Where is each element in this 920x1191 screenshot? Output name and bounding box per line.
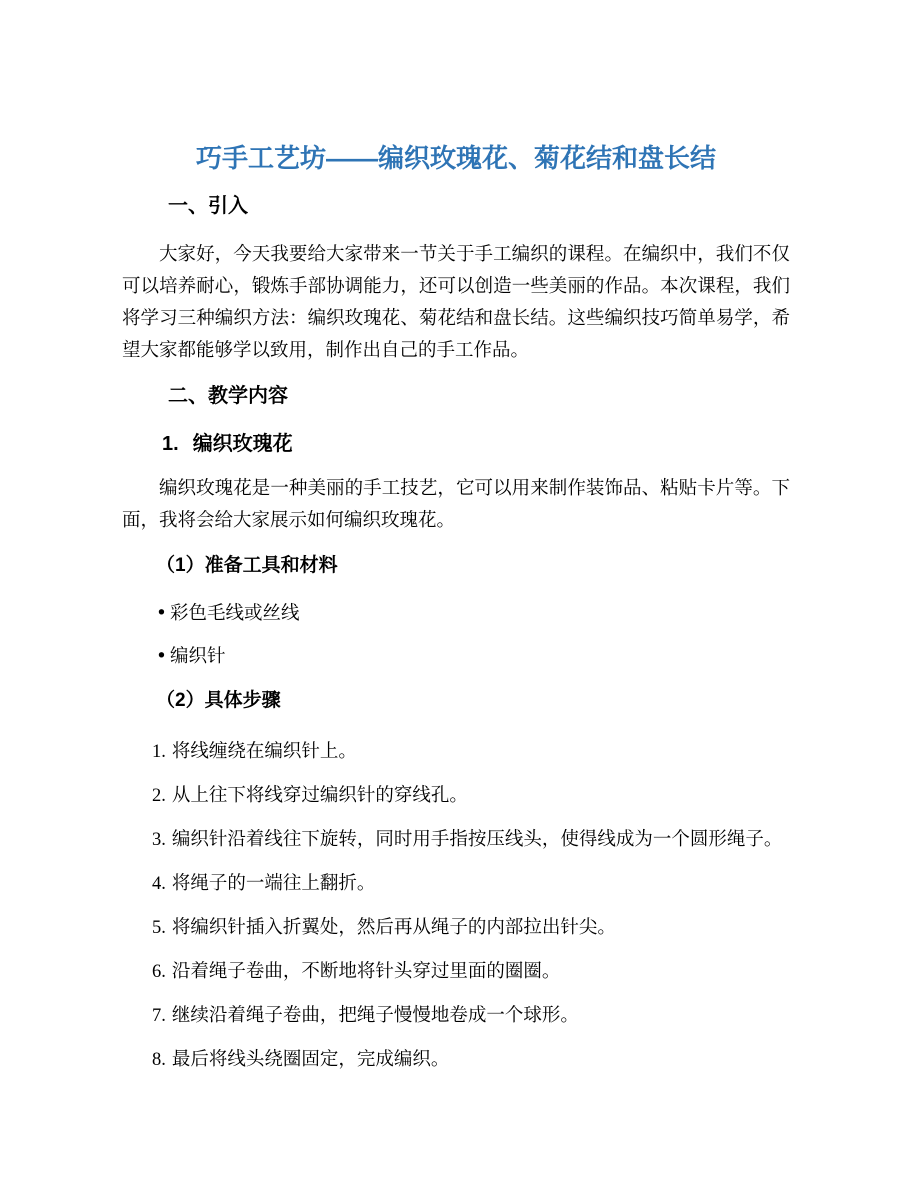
material-label: 彩色毛线或丝线 (170, 604, 300, 624)
intro-paragraph: 大家好，今天我要给大家带来一节关于手工编织的课程。在编织中，我们不仅可以培养耐心，锻炼手部协调能力，还可以创造一些美丽的作品。本次课程，我们将学习三种编织方法：编织玫瑰花、菊花结和盘长结。这些编织技巧简单易学，希望大家都能够学以致用，制作出自己的手工作品。 (122, 245, 790, 361)
step-number: 5. (152, 918, 166, 938)
page-title: 巧手工艺坊——编织玫瑰花、菊花结和盘长结 (195, 143, 716, 173)
list-item (122, 598, 790, 630)
step-text: 将绳子的一端往上翻折。 (171, 874, 376, 894)
subsection-1-number: 1. (162, 433, 179, 455)
step-text: 编织针沿着线往下旋转，同时用手指按压线头，使得线成为一个圆形绳子。 (171, 830, 783, 850)
steps-list (122, 736, 790, 1076)
step-item (122, 824, 790, 856)
step-item (122, 956, 790, 988)
step-number: 6. (152, 962, 166, 982)
step-number: 1. (152, 742, 166, 762)
step-number: 7. (152, 1006, 166, 1026)
rose-intro-paragraph: 编织玫瑰花是一种美丽的手工技艺，它可以用来制作装饰品、粘贴卡片等。下面，我将会给大家展示如何编织玫瑰花。 (122, 479, 790, 531)
bullet-icon: • (156, 646, 167, 667)
step-item (122, 912, 790, 944)
list-item (122, 641, 790, 673)
step-item (122, 736, 790, 768)
step-number: 4. (152, 874, 166, 894)
step-item (122, 1044, 790, 1076)
section-1-heading: 一、引入 (168, 195, 248, 217)
steps-heading: （2）具体步骤 (156, 690, 281, 711)
step-text: 将线缠绕在编织针上。 (171, 742, 357, 762)
step-text: 将编织针插入折翼处，然后再从绳子的内部拉出针尖。 (171, 918, 616, 938)
step-item (122, 1000, 790, 1032)
subsection-1-heading (122, 429, 790, 459)
subsection-1-title: 编织玫瑰花 (192, 433, 293, 455)
bullet-icon: • (156, 603, 167, 624)
material-label: 编织针 (170, 647, 226, 667)
step-text: 从上往下将线穿过编织针的穿线孔。 (171, 786, 468, 806)
step-item (122, 868, 790, 900)
materials-heading: （1）准备工具和材料 (156, 555, 338, 576)
step-text: 最后将线头绕圈固定，完成编织。 (171, 1050, 450, 1070)
step-number: 8. (152, 1050, 166, 1070)
step-item (122, 780, 790, 812)
step-number: 3. (152, 830, 166, 850)
step-text: 继续沿着绳子卷曲，把绳子慢慢地卷成一个球形。 (171, 1006, 579, 1026)
step-number: 2. (152, 786, 166, 806)
step-text: 沿着绳子卷曲，不断地将针头穿过里面的圈圈。 (171, 962, 561, 982)
section-2-heading: 二、教学内容 (168, 385, 288, 407)
materials-list (122, 598, 790, 673)
